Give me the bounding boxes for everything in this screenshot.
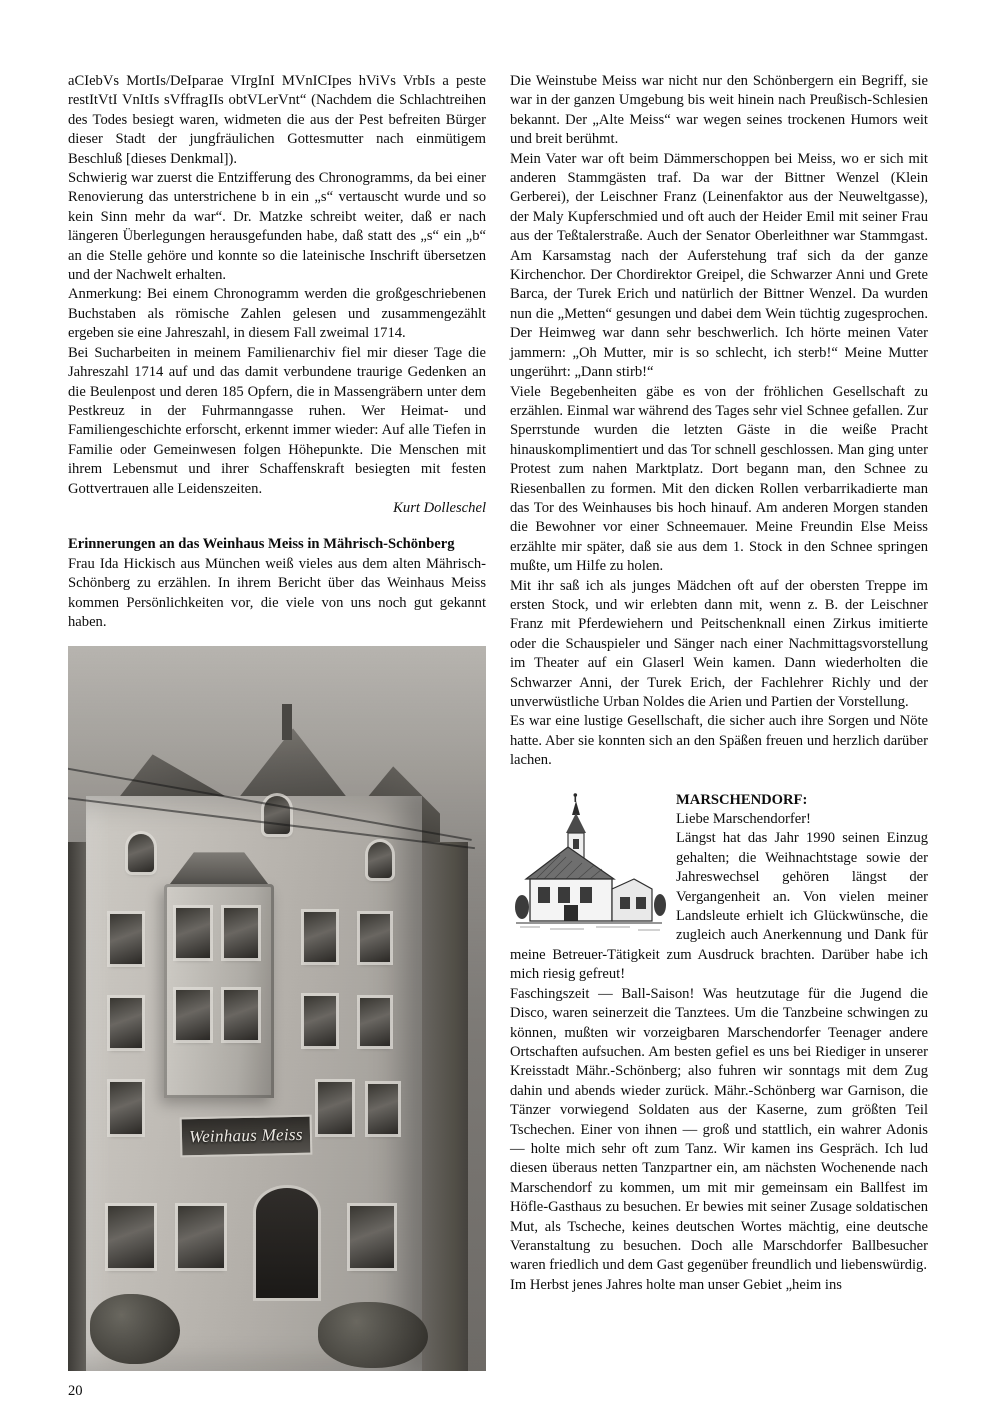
photo-background [68, 646, 486, 1371]
paragraph: Mein Vater war oft beim Dämmerschoppen bei Meiss, wo er sich mit anderen Stammgästen traf. Da war der Bittner Wenzel (Klein Gerberei), der Leischner Franz (Leinenfaktor aus der Neuweltgasse), der Maly Kupferschmied und oft auch der Heider Emil mit seiner Frau aus der Teßtalerstraße. Auch der Senator Oberleithner war Stammgast. Am Karsamstag nach der Auferstehung traf sich da der ganze Kirchenchor. Der Chordirektor Greipel, die Schwarzer Anni und Grete Barca, der Turek Erich und natürlich der Bittner Wenzel. Da wurden nun die „Metten“ gesungen und dabei dem Wein tüchtig zugesprochen. Der Heimweg war dann sehr beschwerlich. Ich hörte meinen Vater jammern: „Oh Mutter, mir is so schlecht, ich sterb!“ Meine Mutter ungerührt: „Dann stirb!“ [510, 150, 928, 381]
paragraph: Frau Ida Hickisch aus München weiß vieles aus dem alten Mährisch-Schönberg zu erzählen. In ihrem Bericht über das Weinhaus Meiss kommen Persönlichkeiten vor, die viele von uns noch gut gekannt haben. [68, 555, 486, 630]
page-number: 20 [68, 1383, 83, 1399]
paragraph: Schwierig war zuerst die Entzifferung des Chronogramms, da bei einer Renovierung das unterstrichene b in ein „s“ vertauscht wurde und so kein Sinn mehr da war“. Dr. Matzke schreibt weiter, daß er nach längeren Überlegungen herausgefunden habe, daß statt des „s“ ein „b“ an die Stelle gehöre und konnte so die lateinische Inschrift übersetzen und der Nachwelt erhalten. [68, 170, 486, 284]
paragraph: Anmerkung: Bei einem Chronogramm werden die großgeschriebenen Buchstaben als römische Zahlen gelesen und zusammengezählt ergeben sie eine Jahreszahl, in diesem Fall zweimal 1714. [68, 286, 486, 342]
paragraph: Es war eine lustige Gesellschaft, die sicher auch ihre Sorgen und Nöte hatte. Aber sie konnten sich an den Späßen freuen und herzlich darüber lachen. [510, 713, 928, 769]
right-column [510, 72, 928, 1295]
paragraph: Viele Begebenheiten gäbe es von der fröhlichen Gesellschaft zu erzählen. Einmal war während des Tages sehr viel Schnee gefallen. Zur Sperrstunde wurden die letzten Gäste in die weiße Pracht hinauskomplimentiert und das Tor schnell geschlossen. Man ging unter Protest zum nahen Marktplatz. Dort begann man, den Schnee zu Riesenballen zu formen. Mit den dicken Rollen verbarrikadierte man das Tor des Weinhauses bis hoch hinauf. Am anderen Morgen standen die Bewohner vor einer Schneemauer. Meine Freundin Else Meiss erzählte mir später, daß sie aus dem 1. Stock in den Schnee springen mußte, um Hilfe zu holen. [510, 383, 928, 575]
chapel-illustration [510, 793, 668, 935]
paragraph: Bei Sucharbeiten in meinem Familienarchiv fiel mir dieser Tage die Jahreszahl 1714 auf und das damit verbundene traurige Gedenken an die Beulenpost und deren 185 Opfern, die in Massengräbern unter dem Pestkreuz in der Fuhrmanngasse ruhen. Wer Heimat- und Familiengeschichte erforscht, erkennt immer wieder: Auf alle Tiefen in Familie oder Gemeinwesen folgen Höhepunkte. Die Menschen mit ihrem Lebensmut und ihrer Schaffenskraft besiegten mit festen Gottvertrauen alle Leidenszeiten. [68, 344, 486, 497]
weinhaus-sign: Weinhaus Meiss [180, 1115, 313, 1158]
weinhaus-meiss-photo [68, 646, 486, 1371]
section-heading: Erinnerungen an das Weinhaus Meiss in Mährisch-Schönberg [68, 536, 455, 553]
photo-grain [68, 646, 486, 1371]
paragraph: Faschingszeit — Ball-Saison! Was heutzutage für die Jugend die Disco, waren seinerzeit die Tanztees. Um die Tanzbeine schwingen zu können, mußten wir vorzeigbaren Marschendorfer Teenager andere Ortschaften aufsuchen. Am besten gefiel es uns bei Riediger in unserer Kreisstadt Mähr.-Schönberg; also fuhren wir sonntags mit dem Zug dahin und abends wieder zurück. Mähr.-Schönberg war Garnison, die Tänzer vorwiegend Soldaten aus der Kaserne, zum größten Teil Tschechen. Einer von ihnen — groß und stattlich, ein wahrer Adonis — holte mich sehr oft zum Tanz. Wir kamen ins Gespräch. Ich lud diesen überaus netten Tanzpartner ein, am nächsten Wochenende nach Marschendorf zu kommen, um mit mir gemeinsam ein Ballfest im Höfle-Gasthaus zu besuchen. Er bewies mit seiner Zusage soldatischen Mut, als Tscheche, keines deutschen Wortes mächtig, eine deutsche Veranstaltung zu besuchen. Doch alle Marschdorfer Ballbesucher waren friedlich und dem Gast gegenüber freundlich und liebenswürdig. [510, 985, 928, 1274]
paragraph: Längst hat das Jahr 1990 seinen Einzug gehalten; die Weihnachtstage sowie der Jahreswechsel gehören längst der Vergangenheit an. Von vielen meiner Landsleute erhielt ich Glückwünsche, die zugleich auch Anerkennung und Dank für meine Betreuer-Tätigkeit zum Ausdruck brachten. Darüber habe ich mich riesig gefreut! [510, 830, 928, 983]
author-signature: Kurt Dolleschel [393, 499, 486, 516]
marschendorf-section [510, 791, 928, 985]
paragraph: Die Weinstube Meiss war nicht nur den Schönbergern ein Begriff, sie war in der ganzen Umgebung bis weit hinein nach Preußisch-Schlesien bekannt. Der „Alte Meiss“ war wegen seines trockenen Humors weit und breit berühmt. [510, 73, 928, 148]
left-column [68, 72, 486, 1371]
paragraph: Mit ihr saß ich als junges Mädchen oft auf der obersten Treppe im ersten Stock, und wir erlebten dann mit, wenn z. B. der Leischner Franz mit Pferdewiehern und Peitschenknall einen Zirkus imitierte oder die Schauspieler und Sänger nach einer Nachmittagsvorstellung im Theater auf ein Glaserl Wein kamen. Dann wiederholten die Schwarzer Anni, der Turek Erich, der Fachlehrer Richly und der unverwüstliche Urban Noldes die Arien und Partien der Vorstellung. [510, 577, 928, 710]
paragraph: Im Herbst jenes Jahres holte man unser Gebiet „heim ins [510, 1276, 842, 1293]
marschendorf-greeting: Liebe Marschendorfer! [676, 811, 811, 828]
two-column-layout [68, 72, 944, 1347]
marschendorf-heading-label: MARSCHENDORF: [676, 791, 808, 808]
paragraph: aCIebVs MortIs/DeIparae VIrgInI MVnICIpes hViVs VrbIs a peste restItVtI VnItIs sVffragIIs obtVLerVnt“ (Nachdem die Schlachtreihen des Todes besiegt waren, widmeten die aus der Pest befreiten Bürger dieser Stadt der jungfräulichen Gottesmutter nach einmütigem Beschluß [dieses Denkmal]). [68, 73, 486, 167]
